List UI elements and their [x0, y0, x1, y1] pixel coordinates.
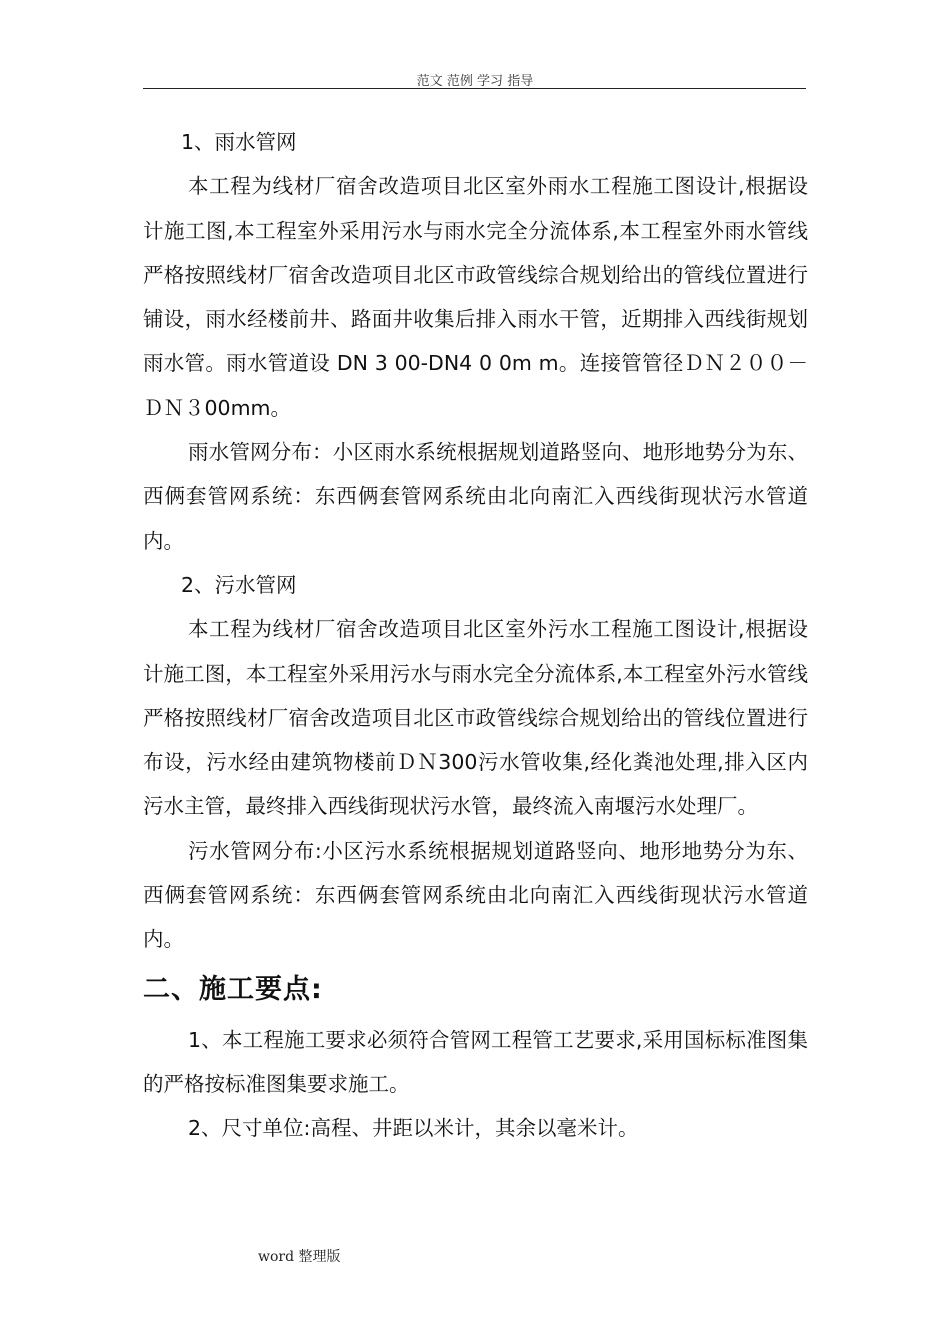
construction-point-2: 2、尺寸单位:高程、井距以米计，其余以毫米计。: [188, 1116, 639, 1141]
sewage-network-paragraph: 本工程为线材厂宿舍改造项目北区室外污水工程施工图设计,根据设计施工图，本工程室外采用污水与雨水完全分流体系,本工程室外污水管线严格按照线材厂宿舍改造项目北区市政管线综合规划给出的管线位置进行布设，污水经由建筑物楼前ＤＮ300污水管收集,经化粪池处理,排入区内污水主管，最终排入西线街现状污水管，最终流入南堰污水处理厂。: [143, 617, 808, 819]
rain-network-paragraph: 本工程为线材厂宿舍改造项目北区室外雨水工程施工图设计,根据设计施工图,本工程室外采用污水与雨水完全分流体系,本工程室外雨水管线严格按照线材厂宿舍改造项目北区市政管线综合规划给出的管线位置进行铺设，雨水经楼前井、路面井收集后排入雨水干管，近期排入西线街规划雨水管。雨水管道设 DN 3 00-DN4 0 0m m。连接管管径ＤＮ２００－ＤＮ３00mm。: [143, 174, 808, 420]
sewage-network-heading: 2、污水管网: [181, 572, 297, 597]
page-header: 范文 范例 学习 指导: [416, 74, 534, 89]
rain-distribution-paragraph: 雨水管网分布：小区雨水系统根据规划道路竖向、地形地势分为东、西俩套管网系统：东西俩套管网系统由北向南汇入西线街现状污水管道内。: [143, 440, 808, 553]
page-footer: word 整理版: [258, 1249, 341, 1265]
header-divider: [143, 88, 806, 89]
sewage-distribution-paragraph: 污水管网分布:小区污水系统根据规划道路竖向、地形地势分为东、西俩套管网系统：东西俩套管网系统由北向南汇入西线街现状污水管道内。: [143, 838, 808, 952]
construction-points-heading: 二、施工要点:: [143, 973, 323, 1005]
construction-point-1: 1、本工程施工要求必须符合管网工程管工艺要求,采用国标标准图集的严格按标准图集要求施工。: [143, 1027, 808, 1096]
rain-network-heading: 1、雨水管网: [181, 130, 297, 154]
document-body: [143, 120, 808, 1151]
